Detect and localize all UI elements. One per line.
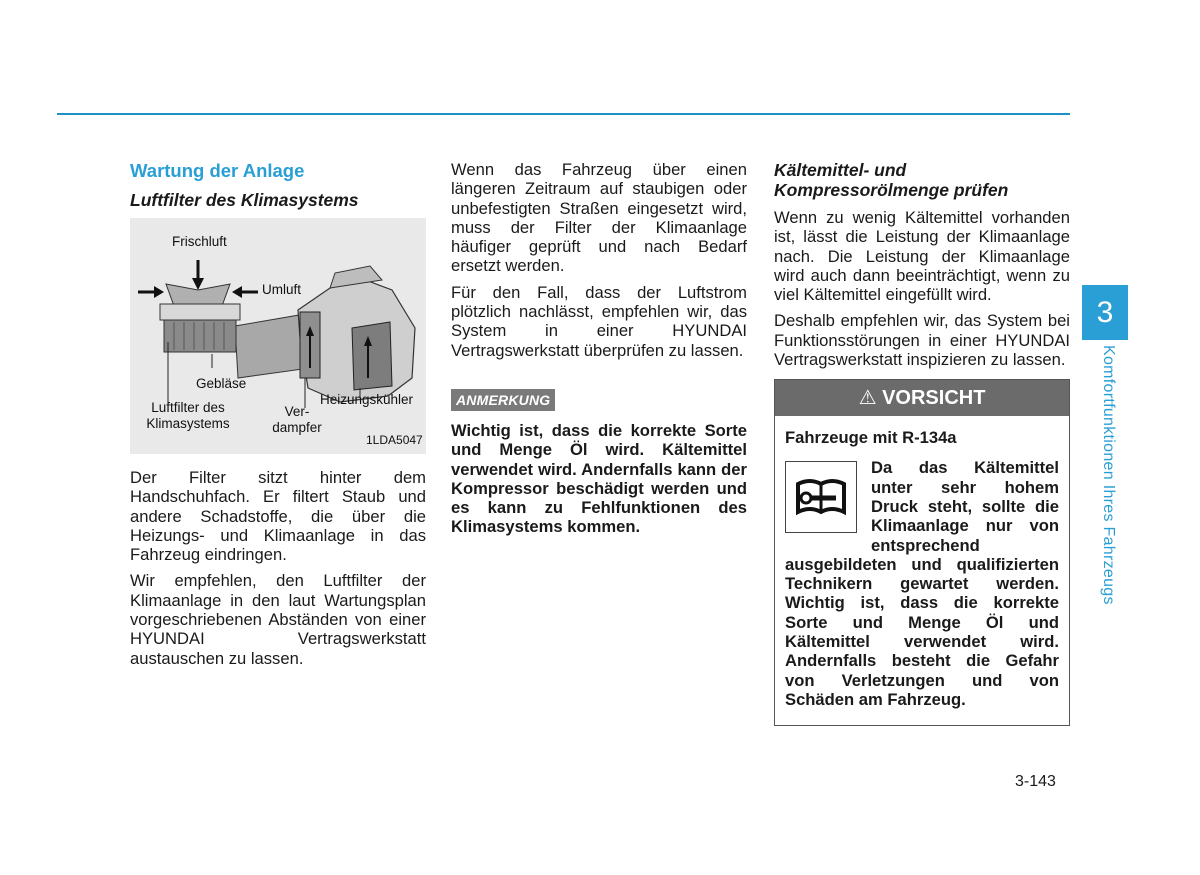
figure-code: 1LDA5047	[366, 433, 423, 447]
section-heading: Wartung der Anlage	[130, 160, 305, 181]
chapter-title-vertical	[1093, 345, 1117, 610]
warning-subtitle: Fahrzeuge mit R-134a	[785, 428, 957, 448]
warning-header	[775, 380, 1069, 416]
warning-text: Da das Kältemittel unter sehr hohem Druck steht, sollte die Klimaanlage nur von entsprechend ausgebildeten und qualifizierten Technikern gewartet werden. Wichtig ist, dass die korrekte Sorte und Menge Öl und Kältemittel verwendet wird. Andernfalls besteht die Gefahr von Verletzungen und von Schäden am Fahrzeug.	[785, 458, 1059, 709]
section-heading: Kältemittel- und Kompressorölmenge prüfen	[774, 160, 1009, 200]
column-left	[130, 160, 426, 675]
paragraph: Wir empfehlen, den Luftfilter der Klimaanlage in den laut Wartungsplan vorgeschriebenen Abständen von einer HYUNDAI Vertragswerkstatt austauschen zu lassen.	[130, 571, 426, 668]
note-label: ANMERKUNG	[451, 389, 555, 411]
warning-triangle-icon: ⚠	[858, 387, 883, 410]
manual-wrench-icon	[785, 461, 857, 533]
label-verdampfer: Ver-dampfer	[272, 404, 322, 435]
label-luftfilter: Luftfilter des Klimasystems	[146, 400, 230, 431]
paragraph: Wenn zu wenig Kältemittel vorhanden ist, lässt die Leistung der Klimaanlage nach. Die Leistung der Klimaanlage wird auch dann beeinträchtigt, wenn zu viel Kältemittel eingefüllt wird.	[774, 208, 1070, 305]
label-umluft: Umluft	[262, 282, 302, 297]
paragraph: Deshalb empfehlen wir, das System bei Funktionsstörungen in einer HYUNDAI Vertragswerkstatt inspizieren zu lassen.	[774, 311, 1070, 370]
label-heizungskuehler: Heizungskühler	[320, 392, 414, 407]
label-frischluft: Frischluft	[172, 234, 227, 249]
header-rule	[57, 113, 1070, 115]
warning-title: VORSICHT	[882, 387, 986, 410]
paragraph: Für den Fall, dass der Luftstrom plötzlich nachlässt, empfehlen wir, das System in einer HYUNDAI Vertragswerkstatt überprüfen zu lassen.	[451, 282, 747, 360]
column-right	[774, 160, 1070, 726]
subsection-heading: Luftfilter des Klimasystems	[130, 190, 359, 210]
warning-box	[774, 379, 1070, 726]
chapter-tab[interactable]: 3	[1082, 285, 1128, 340]
paragraph: Wenn das Fahrzeug über einen längeren Zeitraum auf staubigen oder unbefestigten Straßen eingesetzt wird, muss der Filter der Klimaanlage häufiger geprüft und nach Bedarf ersetzt werden.	[451, 160, 747, 276]
chapter-title: Komfortfunktionen Ihres Fahrzeugs	[1100, 345, 1117, 605]
warning-body	[775, 416, 1069, 725]
note-text: Wichtig ist, dass die korrekte Sorte und Menge Öl wird. Kältemittel verwendet wird. Andernfalls kann der Kompressor beschädigt werden und es kann zu Fehlfunktionen des Klimasystems kommen.	[451, 420, 747, 537]
column-middle	[451, 160, 747, 544]
paragraph: Der Filter sitzt hinter dem Handschuhfach. Er filtert Staub und andere Schadstoffe, die über die Heizungs- und Klimaanlage in das Fahrzeug eindringen.	[130, 468, 426, 565]
air-filter-diagram	[130, 218, 426, 454]
page-number: 3-143	[1015, 773, 1056, 790]
label-geblaese: Gebläse	[196, 376, 247, 391]
